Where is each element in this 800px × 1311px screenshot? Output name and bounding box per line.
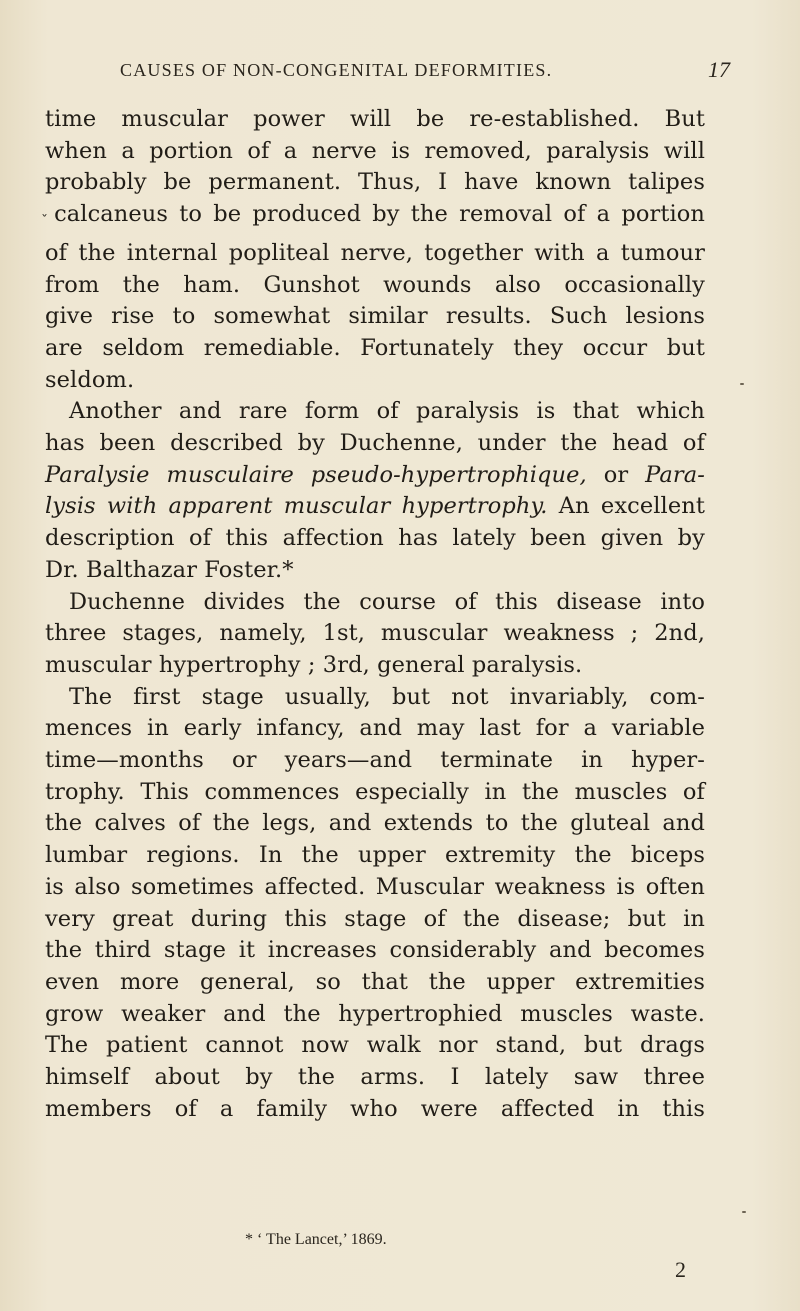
text-line — [45, 840, 705, 872]
text-line — [45, 428, 705, 460]
text-line — [41, 199, 705, 238]
text-line — [45, 935, 705, 967]
line-text: calcaneus to be produced by the removal of a portion — [54, 201, 705, 228]
line-text: Another and rare form of paralysis is that which — [69, 398, 705, 425]
text-line — [45, 745, 705, 777]
line-text: himself about by the arms. I lately saw three — [45, 1064, 705, 1091]
text-line — [45, 333, 705, 365]
line-text: the calves of the legs, and extends to the gluteal and — [45, 810, 705, 837]
text-line — [45, 491, 705, 523]
text-line — [45, 713, 705, 745]
line-text: very great during this stage of the disease; but in — [45, 905, 705, 932]
text-line — [45, 460, 705, 492]
text-line — [45, 1062, 705, 1094]
line-text: grow weaker and the hypertrophied muscles waste. — [45, 1000, 705, 1027]
line-text: members of a family who were affected in this — [45, 1095, 705, 1122]
footnote: * ‘ The Lancet,’ 1869. — [245, 1231, 387, 1248]
line-text: of the internal popliteal nerve, together with a tumour — [45, 239, 705, 266]
text-line — [45, 650, 705, 682]
line-text: trophy. This commences especially in the muscles of — [45, 778, 705, 805]
text-line — [45, 808, 705, 840]
page-header — [120, 57, 730, 88]
paper-speck — [742, 1211, 746, 1213]
line-text: seldom. — [45, 366, 135, 393]
text-line — [45, 104, 705, 136]
running-head: CAUSES OF NON-CONGENITAL DEFORMITIES. — [120, 60, 553, 80]
line-text: mences in early infancy, and may last for a variable — [45, 715, 705, 742]
line-text: or — [586, 461, 646, 488]
text-line — [45, 396, 705, 428]
line-text: lumbar regions. In the upper extremity the biceps — [45, 842, 705, 869]
line-text: The patient cannot now walk nor stand, but drags — [45, 1032, 705, 1059]
caret-mark: ˇ — [41, 213, 53, 230]
text-line — [45, 238, 705, 270]
line-text: time—months or years—and terminate in hyper- — [45, 747, 705, 774]
line-text: Duchenne divides the course of this disease into — [69, 588, 705, 615]
line-text: the third stage it increases considerably and becomes — [45, 937, 705, 964]
text-line — [45, 136, 705, 168]
line-text: three stages, namely, 1st, muscular weakness ; 2nd, — [45, 620, 705, 647]
line-text: probably be permanent. Thus, I have known talipes — [45, 169, 705, 196]
line-text: muscular hypertrophy ; 3rd, general paralysis. — [45, 651, 583, 678]
text-line — [45, 587, 705, 619]
text-line — [45, 777, 705, 809]
italic-text: Paralysie musculaire pseudo-hypertrophique, — [45, 461, 587, 488]
text-line — [45, 270, 705, 302]
text-line — [45, 618, 705, 650]
line-text: is also sometimes affected. Muscular weakness is often — [45, 873, 705, 900]
line-text: time muscular power will be re-established. But — [45, 106, 705, 132]
text-line — [45, 365, 705, 397]
text-line — [45, 967, 705, 999]
text-line — [45, 904, 705, 936]
text-line — [45, 872, 705, 904]
italic-text: Para- — [645, 461, 705, 488]
text-line — [45, 523, 705, 555]
line-text: are seldom remediable. Fortunately they occur but — [45, 334, 705, 361]
line-text: when a portion of a nerve is removed, paralysis will — [45, 137, 705, 164]
line-text: from the ham. Gunshot wounds also occasionally — [45, 271, 705, 298]
text-line — [45, 1030, 705, 1062]
signature-mark: 2 — [675, 1257, 686, 1282]
line-text: has been described by Duchenne, under the head of — [45, 430, 705, 457]
text-line — [45, 682, 705, 714]
line-text: description of this affection has lately been given by — [45, 525, 705, 552]
line-text: give rise to somewhat similar results. Such lesions — [45, 303, 705, 330]
italic-text: lysis with apparent muscular hypertrophy. — [45, 493, 548, 520]
page-number: 17 — [708, 57, 730, 82]
text-line — [45, 167, 705, 199]
paper-speck — [740, 383, 744, 385]
text-line — [45, 301, 705, 333]
line-text: The first stage usually, but not invariably, com- — [69, 683, 705, 710]
text-line — [45, 1094, 705, 1126]
text-line — [45, 999, 705, 1031]
line-text: Dr. Balthazar Foster.* — [45, 556, 294, 583]
text-line — [45, 555, 705, 587]
line-text: An excellent — [547, 493, 705, 520]
body-text — [41, 104, 705, 1126]
line-text: even more general, so that the upper extremities — [45, 968, 705, 995]
